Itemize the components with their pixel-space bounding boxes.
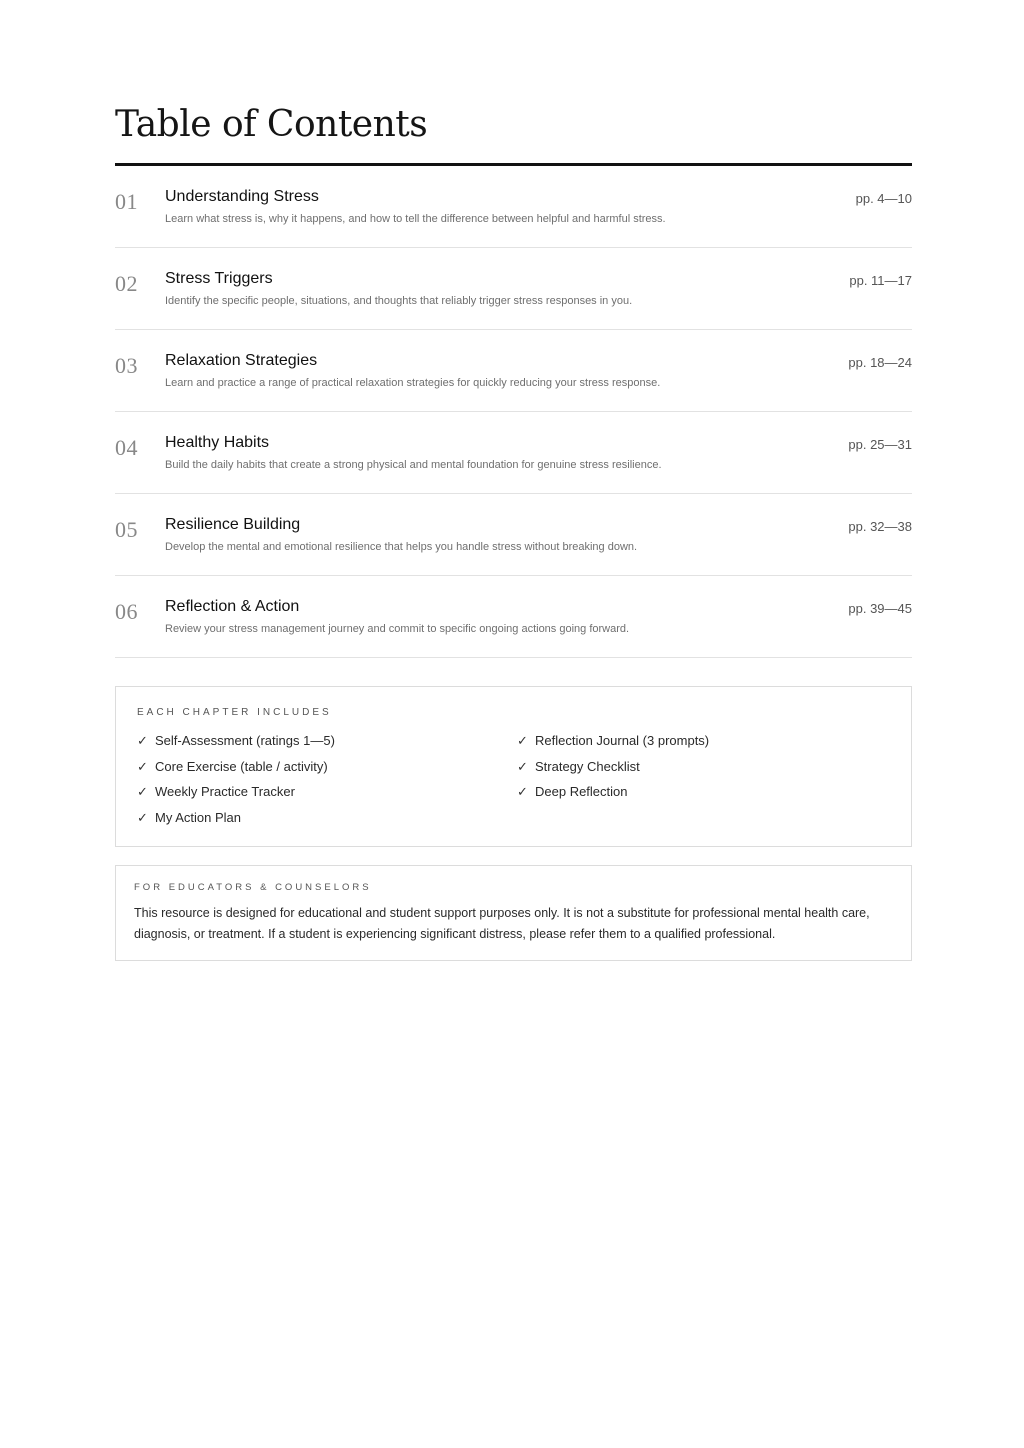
check-icon: ✓: [137, 811, 148, 826]
chapter-includes-box: [115, 686, 912, 847]
chapter-number: 05: [115, 517, 138, 542]
includes-item: [137, 733, 335, 749]
includes-item-label: Strategy Checklist: [535, 759, 640, 774]
chapter-pages: pp. 32—38: [848, 519, 912, 534]
chapter-pages: pp. 4—10: [855, 191, 912, 206]
toc-entry[interactable]: [115, 248, 912, 330]
includes-item: [137, 759, 328, 775]
chapter-number: 01: [115, 189, 138, 214]
includes-item-label: Weekly Practice Tracker: [155, 784, 295, 799]
check-icon: ✓: [137, 785, 148, 800]
chapter-title: Stress Triggers: [165, 270, 273, 287]
chapter-description: Review your stress management journey and commit to specific ongoing actions going forward.: [165, 623, 630, 635]
toc-entry[interactable]: [115, 412, 912, 494]
chapter-title: Healthy Habits: [165, 434, 270, 451]
includes-item-label: Deep Reflection: [535, 784, 628, 799]
includes-item: [517, 733, 709, 749]
includes-item: [517, 759, 640, 775]
chapter-description: Learn and practice a range of practical relaxation strategies for quickly reducing your stress response.: [165, 377, 661, 389]
check-icon: ✓: [137, 760, 148, 775]
includes-item-label: Core Exercise (table / activity): [155, 759, 328, 774]
check-icon: ✓: [517, 760, 528, 775]
chapter-number: 02: [115, 271, 138, 296]
includes-item: [517, 784, 628, 800]
chapter-title: Reflection & Action: [165, 598, 300, 615]
includes-item-label: Reflection Journal (3 prompts): [535, 733, 710, 748]
toc-list: [115, 166, 912, 658]
notice-text: This resource is designed for educational and student support purposes only. It is not a substitute for professional mental health care, diagnosis, or treatment. If a student is experiencing significant distress, please refer them to a qualified professional.: [134, 906, 870, 941]
chapter-pages: pp. 11—17: [849, 273, 912, 288]
notice-label: FOR EDUCATORS & COUNSELORS: [134, 882, 372, 893]
includes-item-label: Self-Assessment (ratings 1—5): [155, 733, 335, 748]
chapter-description: Identify the specific people, situations, and thoughts that reliably trigger stress responses in you.: [165, 295, 633, 307]
chapter-pages: pp. 39—45: [848, 601, 912, 616]
includes-item-label: My Action Plan: [155, 810, 241, 825]
chapter-title: Relaxation Strategies: [165, 352, 318, 369]
chapter-number: 06: [115, 599, 138, 624]
chapter-title: Resilience Building: [165, 516, 301, 533]
chapter-number: 04: [115, 435, 138, 460]
educator-notice-box: [115, 865, 912, 961]
chapter-title: Understanding Stress: [165, 188, 319, 205]
chapter-description: Develop the mental and emotional resilience that helps you handle stress without breaking down.: [165, 541, 638, 553]
includes-label: EACH CHAPTER INCLUDES: [137, 707, 332, 718]
toc-entry[interactable]: [115, 166, 912, 248]
includes-item: [137, 810, 241, 826]
chapter-pages: pp. 25—31: [848, 437, 912, 452]
chapter-number: 03: [115, 353, 138, 378]
includes-item: [137, 784, 295, 800]
check-icon: ✓: [517, 734, 528, 749]
toc-entry[interactable]: [115, 494, 912, 576]
page-title: Table of Contents: [115, 104, 428, 145]
toc-entry[interactable]: [115, 330, 912, 412]
toc-entry[interactable]: [115, 576, 912, 658]
check-icon: ✓: [137, 734, 148, 749]
chapter-description: Build the daily habits that create a strong physical and mental foundation for genuine stress resilience.: [165, 459, 662, 471]
chapter-pages: pp. 18—24: [848, 355, 912, 370]
chapter-description: Learn what stress is, why it happens, and how to tell the difference between helpful and harmful stress.: [165, 213, 666, 225]
check-icon: ✓: [517, 785, 528, 800]
